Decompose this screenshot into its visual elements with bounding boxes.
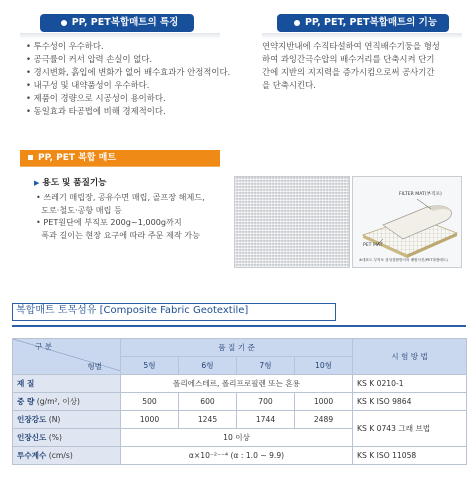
table-title: 복합매트 토목섬유 [Composite Fabric Geotextile] xyxy=(16,305,249,316)
function-line: 하여 과잉간극수압의 배수거리를 단축시켜 단기 xyxy=(262,54,435,64)
table-cell: 1245 xyxy=(179,411,237,429)
row-unit: (cm/s) xyxy=(48,451,73,460)
section-rule xyxy=(20,166,220,167)
table-cell: 10 이상 xyxy=(121,429,353,447)
list-item: • 쓰레기 매립장, 공유수면 매립, 골프장 해제드, xyxy=(36,192,205,202)
row-label-text: 재 질 xyxy=(17,379,35,388)
table-cell: 700 xyxy=(237,393,295,411)
row-label-text: 중 량 xyxy=(17,397,35,406)
table-rule xyxy=(12,325,466,327)
row-label-text: 인장신도 xyxy=(17,433,47,442)
list-item: • 내구성 및 내약품성이 우수하다. xyxy=(26,80,150,90)
section-header xyxy=(20,150,220,166)
header-quality: 품 질 기 준 xyxy=(121,339,353,357)
row-label xyxy=(13,447,121,465)
table-cell: KS K ISO 9864 xyxy=(353,393,467,411)
function-line: 을 단축시킨다. xyxy=(262,80,316,90)
table-cell: α×10⁻²⁻⁻⁴ (α : 1.0 ~ 9.9) xyxy=(121,447,353,465)
header-type: 6형 xyxy=(179,357,237,375)
row-label-text: 인장강도 xyxy=(17,415,47,424)
bullet-dot-icon xyxy=(61,20,67,26)
list-item: • 투수성이 우수하다. xyxy=(26,41,104,51)
filter-mat-label: FILTER MAT(부직포) xyxy=(399,192,442,197)
header-gubun-cell xyxy=(13,339,121,375)
header-type: 5형 xyxy=(121,357,179,375)
list-item: • 제품이 경량으로 시공성이 용이하다. xyxy=(26,93,166,103)
divider xyxy=(20,33,220,39)
list-item: • PET원단에 부직포 200g~1,000g까지 xyxy=(36,217,182,227)
diagonal-line xyxy=(13,339,121,371)
function-body xyxy=(262,40,440,92)
row-label-text: 투수계수 xyxy=(17,451,47,460)
table-cell: KS K ISO 11058 xyxy=(353,447,467,465)
spec-table xyxy=(12,338,467,465)
layer-diagram xyxy=(352,176,462,268)
pet-mat-label: PET MAT xyxy=(363,243,383,248)
row-label xyxy=(13,375,121,393)
table-row xyxy=(13,447,467,465)
header-gubun: 구 분 xyxy=(35,342,53,351)
table-cell: 1000 xyxy=(121,411,179,429)
divider xyxy=(262,33,462,39)
usage-heading xyxy=(34,176,107,188)
function-line: 연약지반내에 수직타설하여 연직배수기둥을 형성 xyxy=(262,41,440,51)
list-item: 폭과 길이는 현장 요구에 따라 주문 제작 가능 xyxy=(36,229,200,240)
usage-title: 용도 및 품질기능 xyxy=(42,178,107,188)
features-list xyxy=(26,40,230,118)
table-header-row xyxy=(13,339,467,357)
table-cell: 1000 xyxy=(295,393,353,411)
features-title-pill xyxy=(40,14,194,32)
row-label xyxy=(13,393,121,411)
table-cell: 500 xyxy=(121,393,179,411)
table-cell: KS K 0210-1 xyxy=(353,375,467,393)
header-type: 7형 xyxy=(237,357,295,375)
table-cell: 600 xyxy=(179,393,237,411)
table-cell: 폴리에스테르, 폴리프로필렌 또는 혼용 xyxy=(121,375,353,393)
list-item: 도로·철도·공항 매립 등 xyxy=(36,204,122,215)
list-item: • 동일효과 타공법에 비해 경제적이다. xyxy=(26,106,166,116)
list-item: • 경시변화, 흙입에 변화가 없어 배수효과가 안정적이다. xyxy=(26,67,231,77)
header-type: 10형 xyxy=(295,357,353,375)
header-method: 시 험 방 법 xyxy=(353,339,467,375)
square-bullet-icon xyxy=(28,155,33,160)
table-cell: 1744 xyxy=(237,411,295,429)
function-title: PP, PET, PET복합매트의 기능 xyxy=(304,17,438,28)
table-cell: 2489 xyxy=(295,411,353,429)
section-title: PP, PET 복합 매트 xyxy=(38,153,117,163)
function-title-pill xyxy=(277,14,449,32)
features-title: PP, PET복합매트의 특징 xyxy=(71,17,179,28)
row-unit: (%) xyxy=(48,433,62,442)
table-row xyxy=(13,411,467,429)
row-unit: (g/m², 이상) xyxy=(36,397,80,406)
table-row xyxy=(13,375,467,393)
row-label xyxy=(13,411,121,429)
usage-list xyxy=(36,191,205,241)
header-hyeong: 형별 xyxy=(87,362,102,371)
row-unit: (N) xyxy=(48,415,61,424)
table-row xyxy=(13,393,467,411)
triangle-right-icon: ▶ xyxy=(34,179,40,187)
list-item: • 공극률이 커서 압력 손실이 없다. xyxy=(26,54,153,64)
row-label xyxy=(13,429,121,447)
diagram-caption: ※대표도 부직포 점성결합방식의 배합사진(PET복합매트) xyxy=(359,258,448,262)
bullet-dot-icon xyxy=(294,20,300,26)
mesh-photo xyxy=(234,176,350,268)
table-cell: KS K 0743 그래 브법 xyxy=(353,411,467,447)
function-line: 간에 지반의 지지력을 증가시킴으로써 공사기간 xyxy=(262,67,435,77)
